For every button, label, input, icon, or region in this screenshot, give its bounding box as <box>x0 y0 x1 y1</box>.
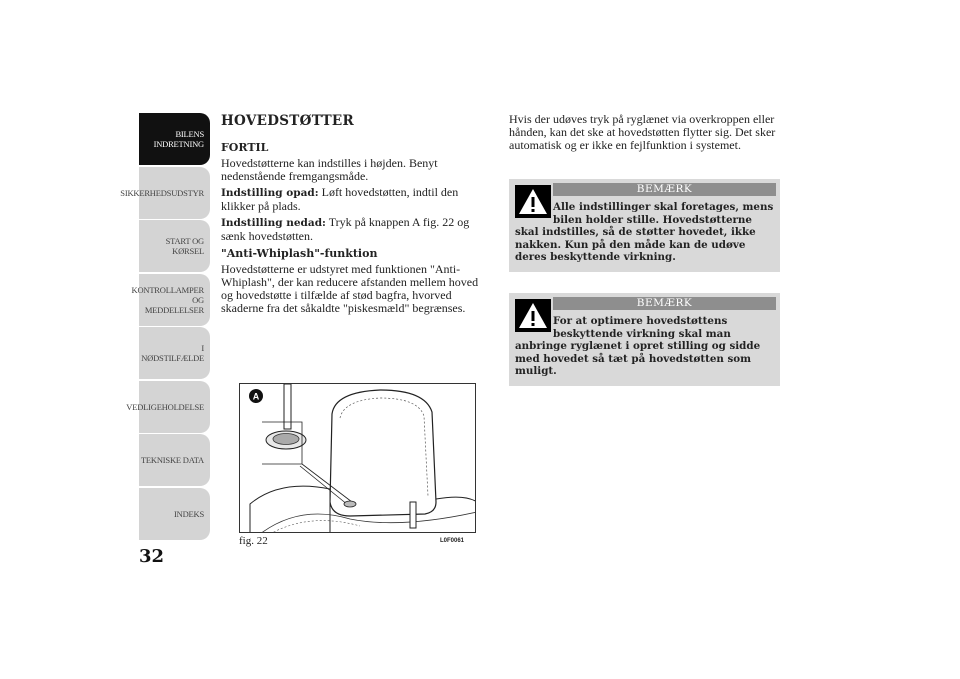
figure-caption: fig. 22 <box>239 535 268 547</box>
note-text-rest: anbringe ryglænet i opret stilling og sidde med hovedet så tæt på hovedstøtten som muligt. <box>515 340 761 377</box>
tab-label: INDEKS <box>174 508 204 519</box>
adjust-down-text: Tryk på knappen A fig. 22 og sænk hovedstøtten. <box>221 215 470 243</box>
tab-label: START OG KØRSEL <box>165 236 204 256</box>
tab-i-nodstilfaelde[interactable] <box>139 327 210 379</box>
adjust-down-paragraph <box>221 216 489 243</box>
whiplash-heading <box>221 247 489 260</box>
tab-tekniske-data[interactable] <box>139 434 210 486</box>
tab-sikkerhedsudstyr[interactable] <box>120 167 210 219</box>
note-text-first: Alle indstillinger skal foretages, mens bilen holder stille. Hovedstøtterne <box>553 201 774 226</box>
tab-label: BILENS INDRETNING <box>153 129 204 149</box>
chapter-tabs <box>120 113 210 541</box>
right-column <box>509 113 777 155</box>
warning-note-1 <box>509 179 780 272</box>
headrest-figure <box>239 383 476 533</box>
whiplash-paragraph: Hovedstøtterne er udstyret med funktionen "Anti-Whiplash", der kan reducere afstanden mellem hoved og hovedstøtte i tilfælde af stød bagfra, hvorved skaderne fra det såkaldte "piskesmæld" begrænses. <box>221 262 479 315</box>
tab-label: I NØDSTILFÆLDE <box>141 343 204 363</box>
right-paragraph: Hvis der udøves tryk på ryglænet via overkroppen eller hånden, kan det ske at hovedstøtten flytter sig. Det sker automatisk og er ikke en fejlfunktion i systemet. <box>509 112 776 152</box>
tab-bilens-indretning[interactable] <box>139 113 210 165</box>
whiplash-heading-text: "Anti-Whiplash"-funktion <box>221 247 378 260</box>
note-heading: BEMÆRK <box>553 297 776 310</box>
adjust-up-paragraph <box>221 186 489 213</box>
tab-start-og-korsel[interactable] <box>139 220 210 272</box>
note-body <box>515 315 774 378</box>
marker-a-label: A <box>252 391 260 402</box>
adjust-down-label: Indstilling nedad: <box>221 217 326 229</box>
headrest-illustration <box>240 384 476 533</box>
note-heading: BEMÆRK <box>553 183 776 196</box>
section-title: HOVEDSTØTTER <box>221 113 355 129</box>
note-body <box>515 201 774 264</box>
tab-kontrollamper[interactable] <box>131 274 210 326</box>
adjust-up-label: Indstilling opad: <box>221 187 319 199</box>
warning-note-2 <box>509 293 780 386</box>
note-text-rest: skal indstilles, så de støtter hovedet, ikke nakken. Kun på den måde kan de udøve deres beskyttende virkning. <box>515 226 756 263</box>
tab-label: SIKKERHEDSUDSTYR <box>120 187 204 198</box>
tab-label: VEDLIGEHOLDELSE <box>126 401 204 412</box>
adjust-up-text: Løft hovedstøtten, indtil den klikker på plads. <box>221 185 459 213</box>
intro-paragraph: Hovedstøtterne kan indstilles i højden. Benyt nedenstående fremgangsmåde. <box>221 156 438 183</box>
figure-code: L0F0061 <box>440 538 465 544</box>
note-text-first: For at optimere hovedstøttens beskyttende virkning skal man <box>553 315 731 340</box>
left-column <box>221 113 489 318</box>
tab-label: TEKNISKE DATA <box>140 455 204 465</box>
tab-indeks[interactable] <box>139 488 210 540</box>
subsection-title: FORTIL <box>221 141 269 154</box>
tab-vedligeholdelse[interactable] <box>126 381 210 433</box>
page-number: 32 <box>139 546 165 567</box>
tab-label: KONTROLLAMPER OG MEDDELELSER <box>131 284 204 315</box>
